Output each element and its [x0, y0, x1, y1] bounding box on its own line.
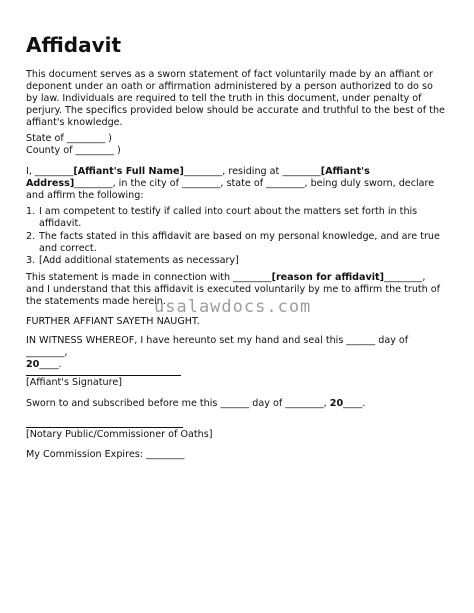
intro-paragraph: This document serves as a sworn statement of fact voluntarily made by an affiant or deponent under an oath or affirmation administered by a person authorized to do so by law. Individuals are required to tell the truth in this document, under penalty of perjury. The specifics provided below should be accurate and truthful to the best of the affiant's knowledge. [26, 69, 445, 129]
affiant-residing: ________, residing at ________ [183, 166, 321, 177]
affiant-signature-label: [Affiant's Signature] [26, 377, 123, 388]
connection-prefix: This statement is made in connection with ________ [26, 272, 272, 283]
witness-year-blank: ____. [39, 359, 62, 371]
statements-list [26, 206, 446, 268]
witness-paragraph [26, 335, 446, 371]
witness-year: 20 [26, 359, 40, 371]
further-affiant-line: FURTHER AFFIANT SAYETH NAUGHT. [26, 316, 200, 327]
affiant-address-placeholder: [Affiant's Address] [26, 166, 370, 190]
affiant-declaration [26, 166, 446, 202]
state-line: State of ________ ) [26, 133, 112, 144]
affiant-declaration-rest: ________, in the city of ________, state of ________, being duly sworn, declare and affirm the following: [26, 178, 435, 202]
sworn-text: Sworn to and subscribed before me this ______ day of ________, [26, 398, 327, 409]
affiant-prefix: I, ________ [26, 166, 74, 177]
commission-expires-line: My Commission Expires: ________ [26, 449, 185, 460]
list-item [26, 231, 446, 255]
sworn-year-blank: ____. [343, 398, 366, 409]
list-item [26, 255, 446, 267]
statement-number: 2. [26, 230, 36, 242]
document-title: Affidavit [26, 33, 122, 57]
connection-rest: ________, and I understand that this affidavit is executed voluntarily by me to affirm the truth of the statements made herein. [26, 272, 441, 308]
county-line: County of ________ ) [26, 145, 121, 156]
statement-number: 1. [26, 206, 36, 217]
witness-text: IN WITNESS WHEREOF, I have hereunto set my hand and seal this ______ day of ________, [26, 335, 409, 359]
statement-text: The facts stated in this affidavit are based on my personal knowledge, and are true and correct. [39, 230, 440, 254]
sworn-line [26, 398, 365, 410]
statement-text: I am competent to testify if called into court about the matters set forth in this affidavit. [39, 206, 418, 230]
notary-label: [Notary Public/Commissioner of Oaths] [26, 429, 213, 440]
sworn-year: 20 [329, 398, 344, 409]
reason-placeholder: [reason for affidavit] [271, 272, 384, 283]
list-item [26, 206, 446, 230]
affiant-signature-line [26, 375, 181, 376]
watermark: usalawdocs.com [154, 297, 312, 317]
affiant-name-placeholder: [Affiant's Full Name] [73, 166, 184, 177]
statement-text: [Add additional statements as necessary] [39, 255, 239, 267]
notary-signature-line [26, 427, 183, 428]
statement-number: 3. [26, 255, 36, 267]
